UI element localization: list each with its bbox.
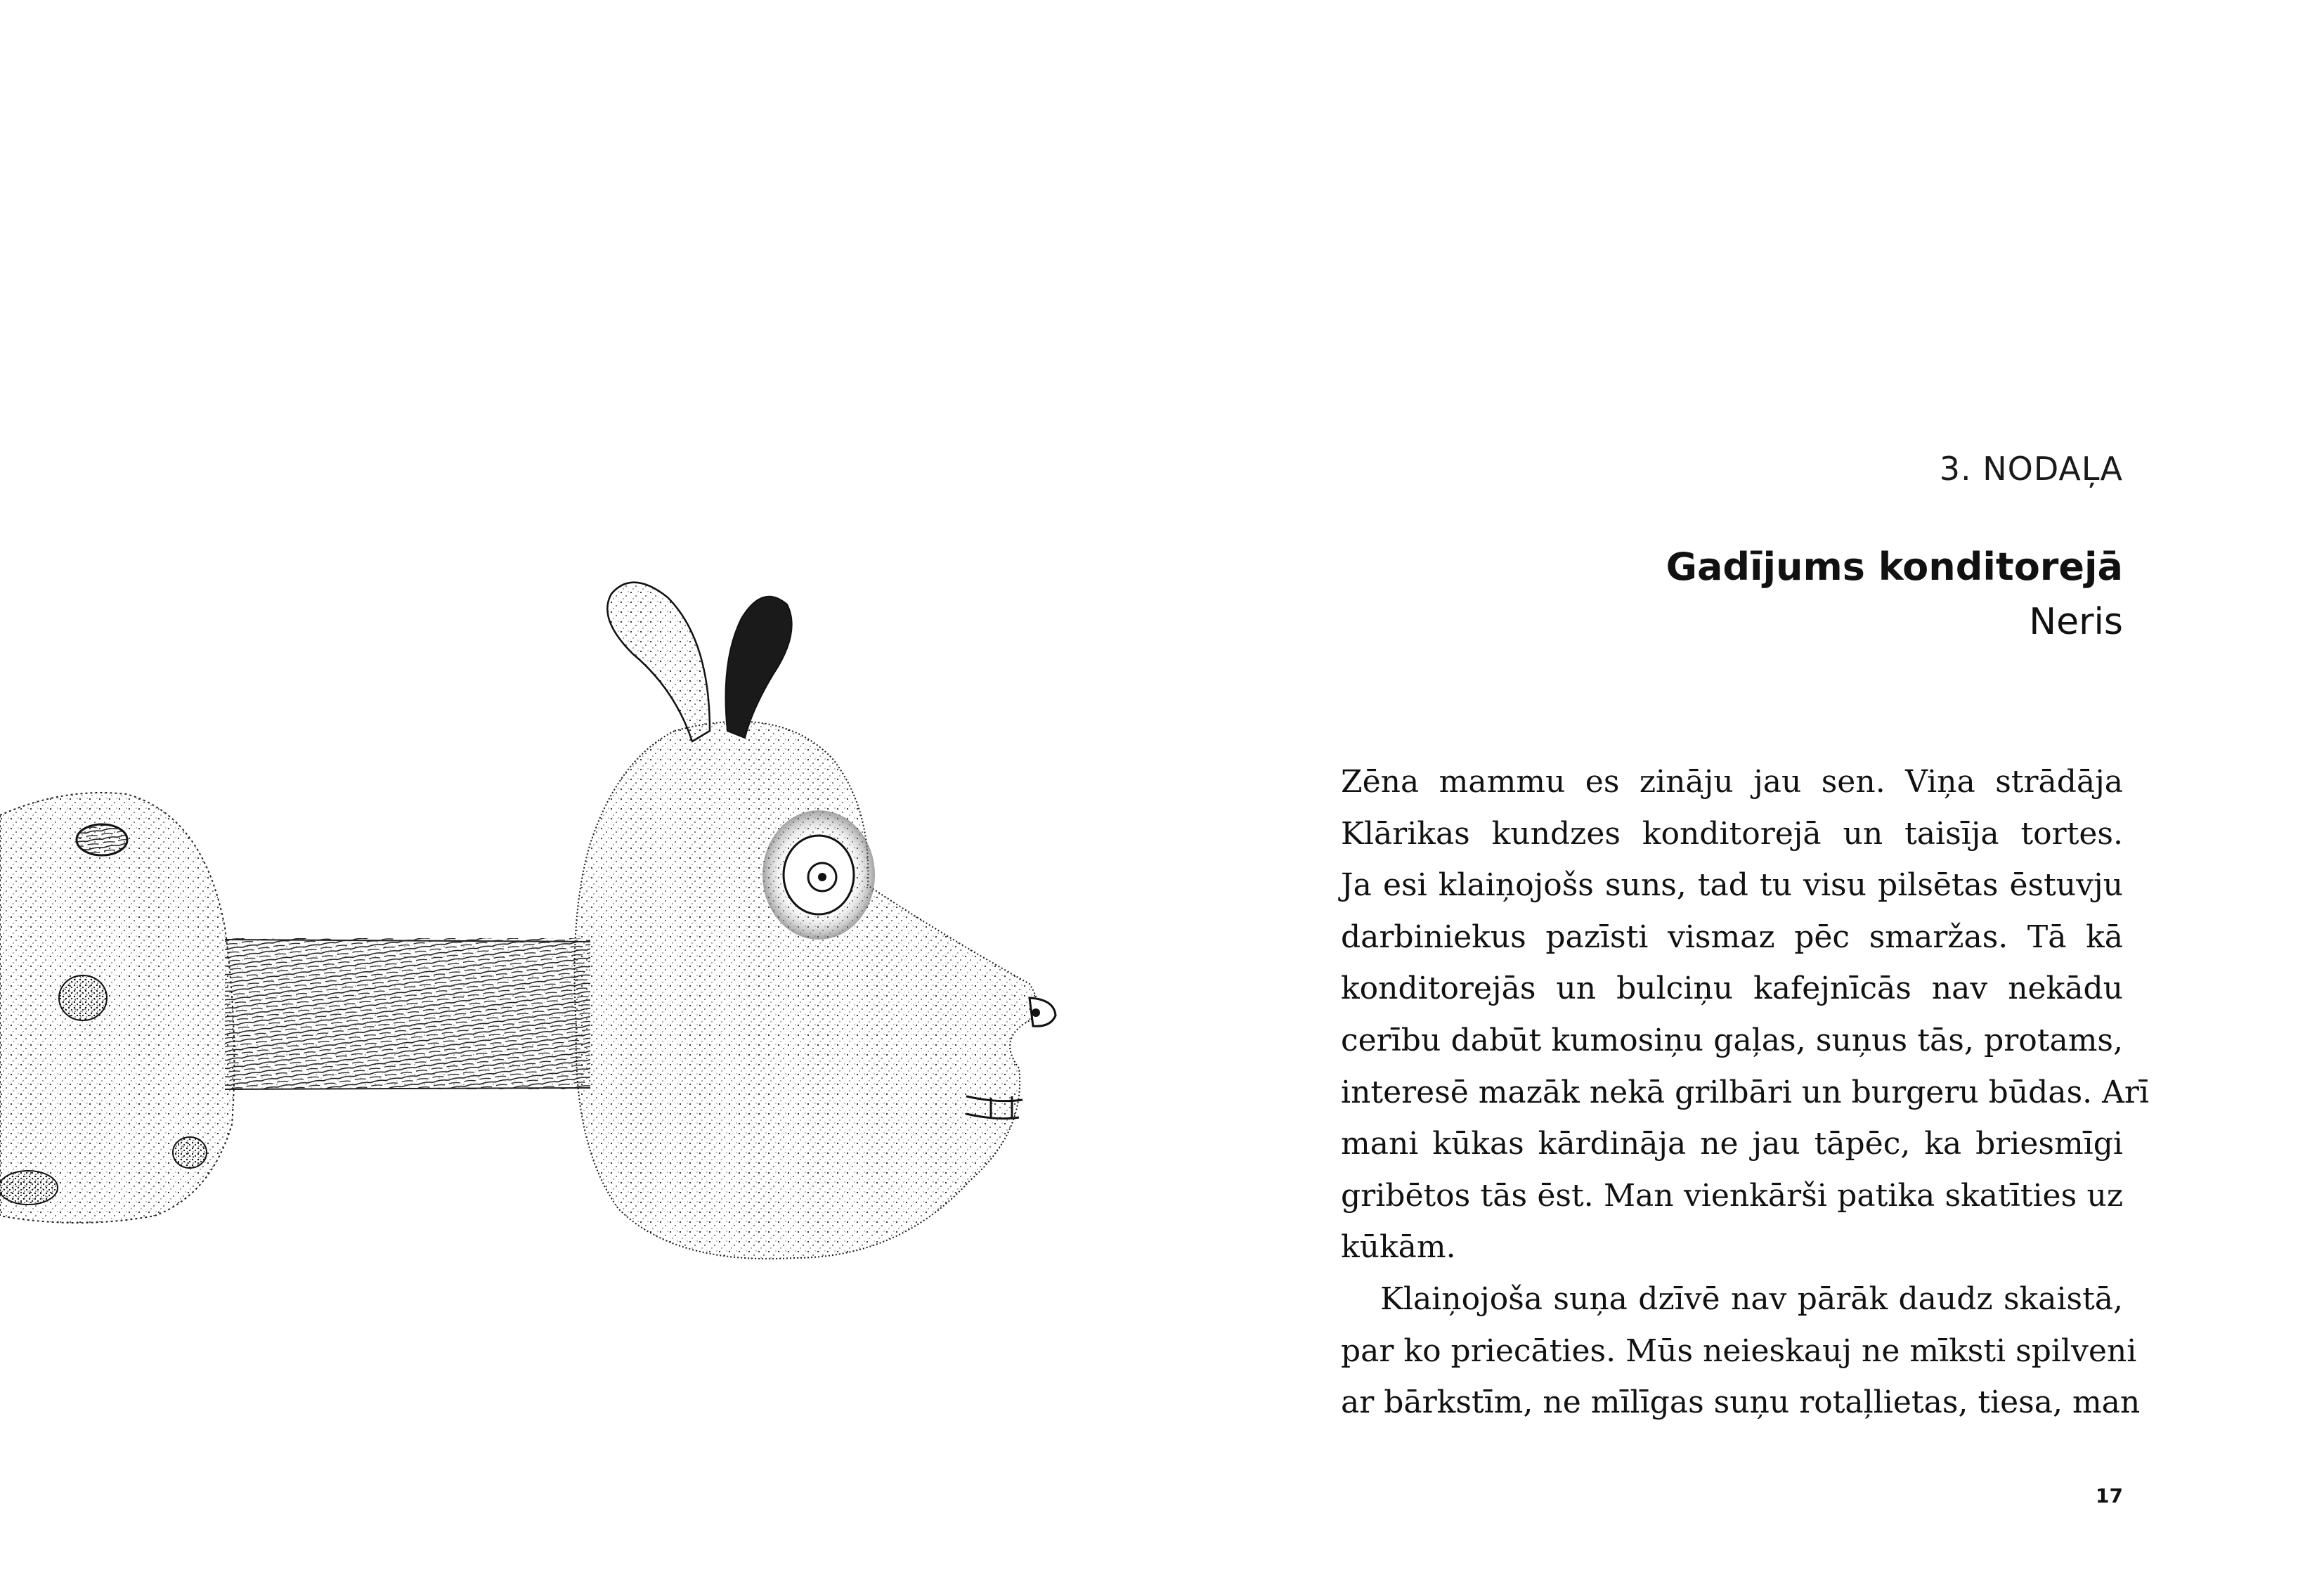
body-line: Ja esi klaiņojošs suns, tad tu visu pilsētas ēstuvju bbox=[1341, 867, 2123, 904]
dog-illustration bbox=[0, 562, 1096, 1265]
dog-neck bbox=[225, 938, 590, 1089]
page-number: 17 bbox=[2096, 1484, 2123, 1507]
body-line: interesē mazāk nekā grilbāri un burgeru būdas. Arī bbox=[1341, 1074, 2150, 1110]
body-line: gribētos tās ēst. Man vienkārši patika skatīties uz bbox=[1341, 1177, 2123, 1214]
body-line: cerību dabūt kumosiņu gaļas, suņus tās, protams, bbox=[1341, 1022, 2123, 1058]
dog-ear-right bbox=[726, 597, 792, 738]
body-line: kūkām. bbox=[1341, 1229, 1456, 1266]
body-line: darbiniekus pazīsti vismaz pēc smaržas. Tā kā bbox=[1341, 919, 2123, 955]
body-line: mani kūkas kārdināja ne jau tāpēc, ka briesmīgi bbox=[1341, 1126, 2123, 1162]
body-line: konditorejās un bulciņu kafejnīcās nav nekādu bbox=[1341, 971, 2123, 1007]
chapter-label: 3. NODAĻA bbox=[1939, 450, 2123, 488]
body-line: par ko priecāties. Mūs neieskauj ne mīksti spilveni bbox=[1341, 1332, 2137, 1369]
body-line: Klārikas kundzes konditorejā un taisīja tortes. bbox=[1341, 815, 2123, 852]
body-text bbox=[1341, 756, 2150, 1429]
dog-ear-left bbox=[607, 583, 710, 741]
body-line: Zēna mammu es zināju jau sen. Viņa strādāja bbox=[1341, 764, 2123, 800]
dog-head bbox=[575, 722, 1038, 1259]
dog-eye bbox=[762, 810, 875, 940]
body-line: ar bārkstīm, ne mīlīgas suņu rotaļlietas, tiesa, man bbox=[1341, 1384, 2141, 1421]
chapter-author: Neris bbox=[2029, 601, 2123, 643]
chapter-title: Gadījums konditorejā bbox=[1666, 545, 2123, 589]
body-line: Klaiņojoša suņa dzīvē nav pārāk daudz skaistā, bbox=[1380, 1280, 2123, 1317]
dog-body bbox=[0, 793, 234, 1223]
